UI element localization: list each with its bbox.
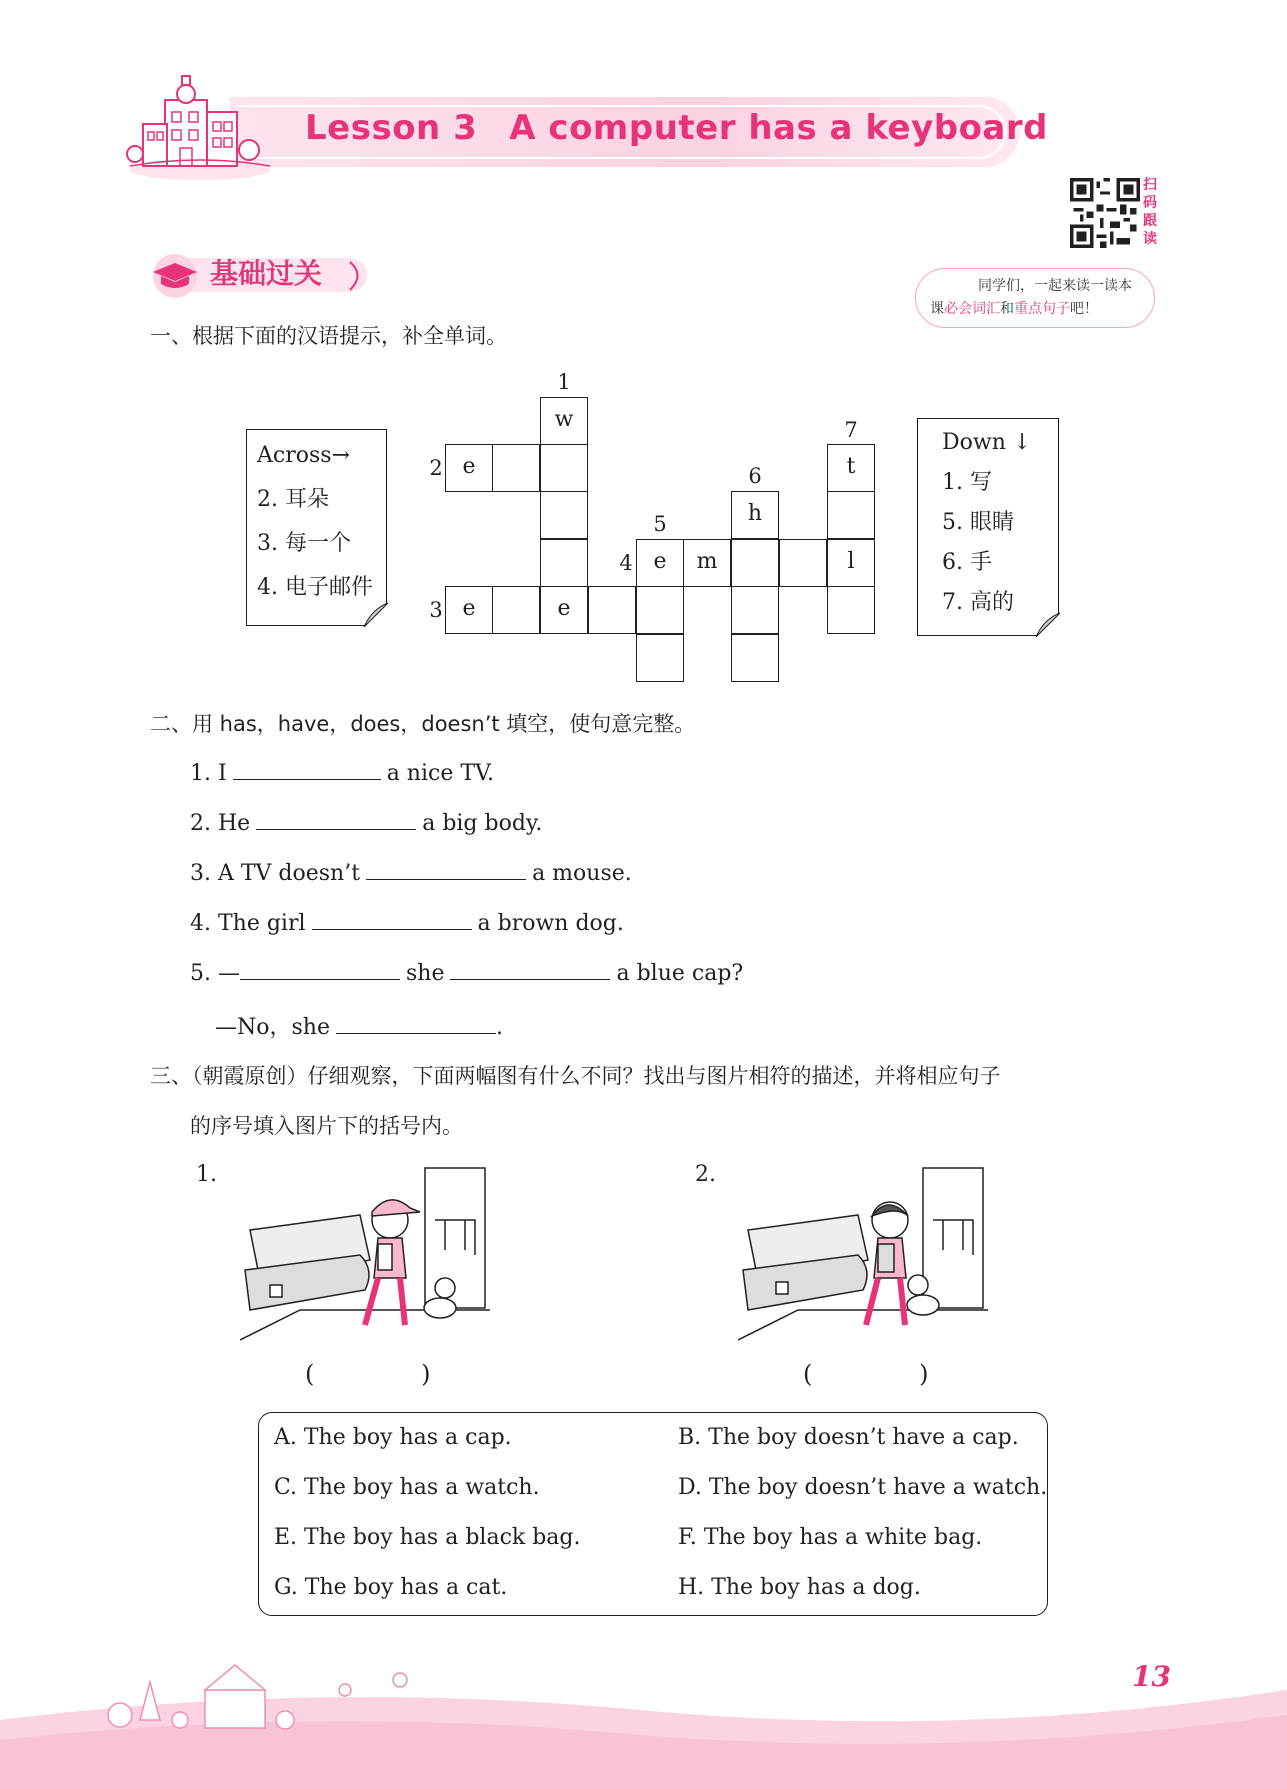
crossword-cell[interactable]	[492, 444, 540, 492]
answer-blank[interactable]	[366, 860, 526, 880]
building-illustration-icon	[125, 72, 275, 182]
answer-blank[interactable]	[312, 910, 472, 930]
crossword-cell[interactable]: e	[636, 539, 684, 587]
answer-blank[interactable]	[336, 1014, 496, 1034]
across-clue: 4. 电子邮件	[257, 575, 373, 600]
lesson-name: A computer has a keyboard	[509, 108, 1048, 148]
down-clues-card	[917, 418, 1059, 636]
picture-number: 2.	[695, 1162, 716, 1187]
across-title: Across→	[257, 443, 350, 468]
qr-label: 扫 码 跟 读	[1143, 177, 1157, 247]
crossword-cell[interactable]: h	[731, 491, 779, 539]
crossword-cell[interactable]	[636, 634, 684, 682]
crossword-cell[interactable]	[731, 539, 779, 587]
down-clue: 7. 高的	[942, 590, 1014, 615]
answer-paren[interactable]: ( )	[305, 1360, 431, 1388]
page-number: 13	[1132, 1660, 1171, 1693]
q3-heading: 三、（朝霞原创）仔细观察，下面两幅图有什么不同？找出与图片相符的描述，并将相应句子	[150, 1064, 1001, 1088]
clue-number: 1	[557, 370, 571, 394]
fill-sentence: 4. The girl a brown dog.	[190, 911, 624, 936]
crossword-cell[interactable]: l	[827, 539, 875, 587]
clue-number: 7	[844, 418, 858, 442]
down-clue: 5. 眼睛	[942, 510, 1014, 535]
answer-paren[interactable]: ( )	[803, 1360, 929, 1388]
q2-heading: 二、用 has，have，does，doesn’t 填空，使句意完整。	[150, 712, 696, 736]
crossword-cell[interactable]: t	[827, 444, 875, 492]
crossword-cell[interactable]	[827, 491, 875, 539]
fill-sentence: 3. A TV doesn’t a mouse.	[190, 861, 632, 886]
across-clues-card	[246, 429, 387, 626]
option-item: C. The boy has a watch.	[274, 1475, 540, 1500]
fill-sentence: —No，she .	[215, 1015, 503, 1040]
boy-without-cap-picture	[738, 1160, 988, 1350]
fill-sentence: 1. I a nice TV.	[190, 761, 495, 786]
reading-tip-bubble: 同学们，一起来读一读本 课必会词汇和重点句子吧！	[915, 268, 1155, 328]
option-item: A. The boy has a cap.	[274, 1425, 512, 1450]
lesson-label: Lesson 3	[305, 108, 478, 148]
option-item: E. The boy has a black bag.	[274, 1525, 581, 1550]
across-clue: 2. 耳朵	[257, 487, 329, 512]
fill-sentence: 2. He a big body.	[190, 811, 543, 836]
page-curl-icon	[1034, 611, 1060, 637]
option-item: G. The boy has a cat.	[274, 1575, 508, 1600]
boy-with-cap-picture	[240, 1160, 490, 1350]
clue-number: 6	[748, 464, 762, 488]
option-item: B. The boy doesn’t have a cap.	[678, 1425, 1019, 1450]
crossword-cell[interactable]: e	[445, 444, 493, 492]
clue-number: 3	[429, 598, 443, 622]
option-item: F. The boy has a white bag.	[678, 1525, 983, 1550]
down-title: Down ↓	[942, 430, 1032, 455]
answer-blank[interactable]	[256, 810, 416, 830]
option-item: D. The boy doesn’t have a watch.	[678, 1475, 1048, 1500]
footer-wave	[0, 1610, 1287, 1789]
down-clue: 6. 手	[942, 550, 992, 575]
crossword-cell[interactable]	[540, 444, 588, 492]
clue-number: 5	[653, 512, 667, 536]
crossword-cell[interactable]	[827, 586, 875, 634]
page-curl-icon	[362, 601, 388, 627]
across-clue: 3. 每一个	[257, 531, 351, 556]
crossword-cell[interactable]	[540, 491, 588, 539]
crossword-cell[interactable]: e	[445, 586, 493, 634]
crossword-cell[interactable]	[588, 586, 636, 634]
crossword-cell[interactable]	[731, 634, 779, 682]
clue-number: 4	[619, 551, 633, 575]
answer-blank[interactable]	[240, 960, 400, 980]
picture-number: 1.	[196, 1162, 217, 1187]
q1-heading: 一、根据下面的汉语提示，补全单词。	[150, 324, 507, 348]
lesson-title	[305, 108, 1048, 148]
crossword-cell[interactable]	[779, 539, 827, 587]
clue-number: 2	[429, 456, 443, 480]
crossword-cell[interactable]	[540, 539, 588, 587]
down-clue: 1. 写	[942, 470, 992, 495]
answer-blank[interactable]	[450, 960, 610, 980]
crossword-cell[interactable]: e	[540, 586, 588, 634]
crossword-cell[interactable]	[492, 586, 540, 634]
answer-blank[interactable]	[233, 760, 381, 780]
section-title: 基础过关	[210, 257, 323, 290]
fill-sentence: 5. — she a blue cap?	[190, 961, 744, 986]
option-item: H. The boy has a dog.	[678, 1575, 921, 1600]
crossword-cell[interactable]	[731, 586, 779, 634]
crossword-cell[interactable]: w	[540, 397, 588, 445]
crossword-cell[interactable]	[636, 586, 684, 634]
crossword-cell[interactable]: m	[683, 539, 731, 587]
q3-heading-line2: 的序号填入图片下的括号内。	[190, 1114, 463, 1138]
qr-code-icon[interactable]	[1070, 178, 1140, 248]
